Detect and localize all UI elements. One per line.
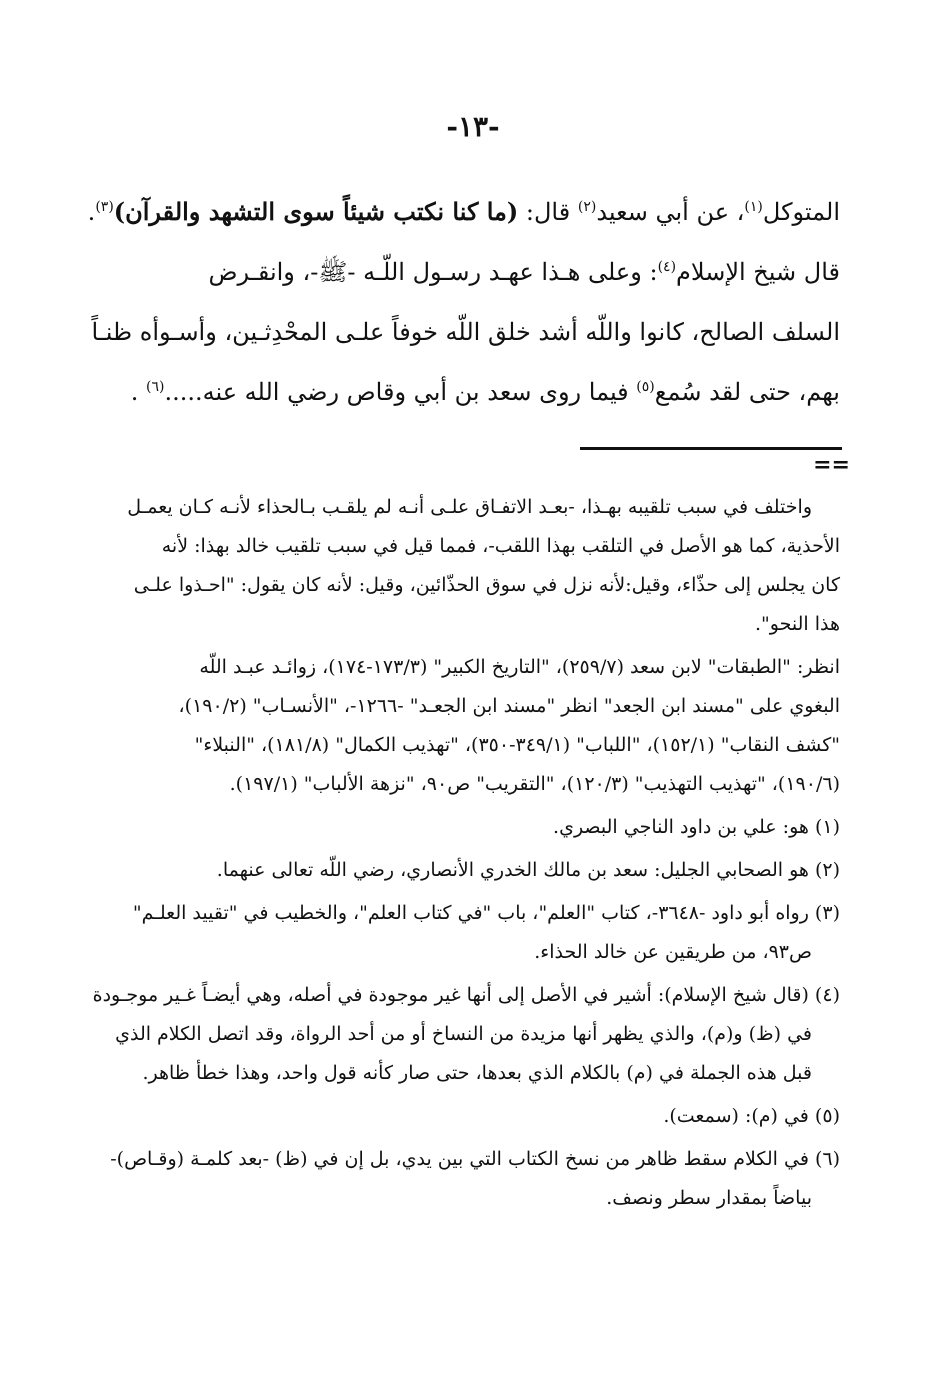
text-segment: .	[130, 378, 146, 406]
text-segment: ، عن أبي سعيد	[596, 198, 745, 226]
footnote-line: (١٩٠/٦)، "تهذيب التهذيب" (١٢٠/٣)، "التقريب" ص٩٠، "نزهة الألباب" (١٩٧/١).	[229, 773, 840, 795]
text-segment: السلف الصالح، كانوا واللّه أشد خلق اللّه خوفاً علـى المحْدِثـين، وأسـوأه ظنـاً	[91, 318, 840, 346]
footnote-line: ص٩٣، من طريقين عن خالد الحذاء.	[534, 941, 812, 963]
footnote-line: انظر: "الطبقات" لابن سعد (٢٥٩/٧)، "التاريخ الكبير" (١٧٣/٣-١٧٤)، زوائـد عبـد اللّه	[199, 656, 840, 678]
continuation-mark: ==	[813, 452, 850, 478]
page-number: -١٣-	[446, 110, 500, 143]
footnote-line: (٦) في الكلام سقط ظاهر من نسخ الكتاب التي بين يدي، بل إن في (ظ) -بعد كلمـة (وقـاص)-	[110, 1148, 840, 1170]
footnote-marker: (٤)	[657, 259, 677, 275]
footnote-line: البغوي على "مسند ابن الجعد" انظر "مسند ابن الجعـد" -١٢٦٦-، "الأنسـاب" (١٩٠/٢)،	[178, 695, 840, 717]
footnote-line: هذا النحو".	[755, 613, 840, 635]
footnote-line: قبل هذه الجملة في (م) بالكلام الذي بعدها، حتى صار كأنه قول واحد، وهذا خطأ ظاهر.	[142, 1062, 812, 1084]
footnote-line: (٢) هو الصحابي الجليل: سعد بن مالك الخدري الأنصاري، رضي اللّه تعالى عنهما.	[216, 859, 840, 881]
footnote-line: كان يجلس إلى حذّاء، وقيل:لأنه نزل في سوق الحذّائين، وقيل: لأنه كان يقول: "احـذوا علـى	[133, 574, 840, 596]
footnote-line: واختلف في سبب تلقيبه بهـذا، -بعـد الاتفـاق علـى أنـه لم يلقـب بـالحذاء لأنـه كـان يعمـل	[127, 496, 812, 518]
footnote-line: في (ظ) و(م)، والذي يظهر أنها مزيدة من النساخ أو من أحد الرواة، وقد اتصل الكلام الذي	[115, 1023, 812, 1045]
footnote-line: "كشف النقاب" (١٥٢/١)، "اللباب" (٣٤٩/١-٣٥٠)، "تهذيب الكمال" (١٨١/٨)، "النبلاء"	[194, 734, 840, 756]
text-segment: قال شيخ الإسلام	[676, 258, 840, 286]
text-segment: فيما روى سعد بن أبي وقاص رضي الله عنه.....	[164, 378, 637, 406]
main-body-text	[87, 182, 840, 422]
footnote-line: (٥) في (م): (سمعت).	[663, 1105, 840, 1127]
text-segment: : وعلى هـذا عهـد رسـول اللّـه -ﷺ-، وانقـرض	[208, 258, 658, 286]
footnote-line: (١) هو: علي بن داود الناجي البصري.	[553, 816, 840, 838]
footnote-marker: (٢)	[577, 199, 597, 215]
footnotes	[92, 488, 840, 1218]
footnote-marker: (٥)	[636, 379, 655, 395]
main-text-line	[98, 242, 840, 302]
footnote-line: (٤) (قال شيخ الإسلام): أشير في الأصل إلى أنها غير موجودة في أصله، وهي أيضـاً غـير موجـودة	[92, 984, 840, 1006]
main-text-line	[91, 302, 840, 362]
footnote-divider	[580, 447, 842, 450]
text-segment: المتوكل	[762, 198, 840, 226]
footnote-line: (٣) رواه أبو داود -٣٦٤٨-، كتاب "العلم"، باب "في كتاب العلم"، والخطيب في "تقييد العلـم"	[132, 902, 840, 924]
footnote-marker: (١)	[744, 199, 763, 215]
footnote-marker: (٦)	[145, 379, 165, 395]
footnote-line: بياضاً بمقدار سطر ونصف.	[606, 1187, 812, 1209]
text-segment: (ما كنا نكتب شيئاً سوى التشهد والقرآن)	[113, 197, 519, 226]
footnote-line: الأحذية، كما هو الأصل في التلقب بهذا اللقب-، فمما قيل في سبب تلقيب خالد بهذا: لأنه	[161, 535, 840, 557]
text-segment: قال:	[518, 198, 578, 226]
footnote-marker: (٣)	[95, 199, 114, 215]
text-segment: بهم، حتى لقد سُمع	[654, 378, 840, 406]
main-text-line	[87, 182, 840, 242]
text-segment: .	[87, 198, 96, 226]
main-text-line	[98, 362, 840, 422]
